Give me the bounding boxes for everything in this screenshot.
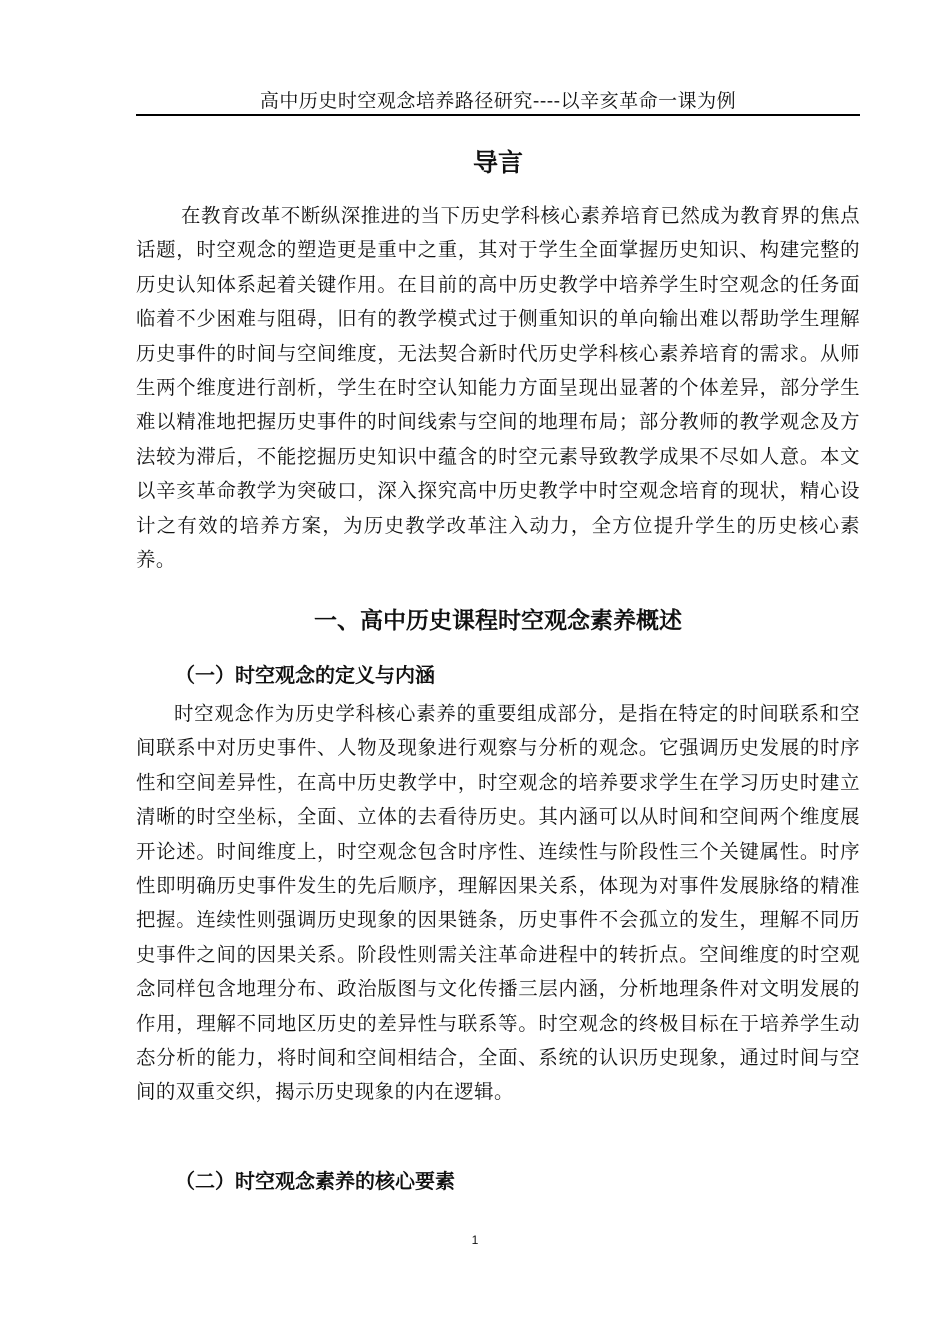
body-paragraph: 时空观念作为历史学科核心素养的重要组成部分，是指在特定的时间联系和空间联系中对历史事件、人物及现象进行观察与分析的观念。它强调历史发展的时序性和空间差异性，在高中历史教学中，时空观念的培养要求学生在学习历史时建立清晰的时空坐标，全面、立体的去看待历史。其内涵可以从时间和空间两个维度展开论述。时间维度上，时空观念包含时序性、连续性与阶段性三个关键属性。时序性即明确历史事件发生的先后顺序，理解因果关系，体现为对事件发展脉络的精准把握。连续性则强调历史现象的因果链条，历史事件不会孤立的发生，理解不同历史事件之间的因果关系。阶段性则需关注革命进程中的转折点。空间维度的时空观念同样包含地理分布、政治版图与文化传播三层内涵，分析地理条件对文明发展的作用，理解不同地区历史的差异性与联系等。时空观念的终极目标在于培养学生动态分析的能力，将时间和空间相结合，全面、系统的认识历史现象，通过时间与空间的双重交织，揭示历史现象的内在逻辑。 — [136, 702, 860, 1104]
section-heading: 一、高中历史课程时空观念素养概述 — [314, 608, 682, 634]
running-header: 高中历史时空观念培养路径研究----以辛亥革命一课为例 — [259, 90, 737, 112]
intro-paragraph: 在教育改革不断纵深推进的当下历史学科核心素养培育已然成为教育界的焦点话题，时空观念的塑造更是重中之重，其对于学生全面掌握历史知识、构建完整的历史认知体系起着关键作用。在目前的高中历史教学中培养学生时空观念的任务面临着不少困难与阻碍，旧有的教学模式过于侧重知识的单向输出难以帮助学生理解历史事件的时间与空间维度，无法契合新时代历史学科核心素养培育的需求。从师生两个维度进行剖析，学生在时空认知能力方面呈现出显著的个体差异，部分学生难以精准地把握历史事件的时间线索与空间的地理布局；部分教师的教学观念及方法较为滞后，不能挖掘历史知识中蕴含的时空元素导致教学成果不尽如人意。本文以辛亥革命教学为突破口，深入探究高中历史教学中时空观念培育的现状，精心设计之有效的培养方案，为历史教学改革注入动力，全方位提升学生的历史核心素养。 — [136, 204, 860, 572]
header-rule — [136, 114, 860, 116]
subsection-heading-1: （一）时空观念的定义与内涵 — [175, 663, 435, 687]
page-number: 1 — [471, 1233, 479, 1247]
intro-title: 导言 — [472, 148, 523, 177]
subsection-heading-2: （二）时空观念素养的核心要素 — [175, 1169, 455, 1193]
